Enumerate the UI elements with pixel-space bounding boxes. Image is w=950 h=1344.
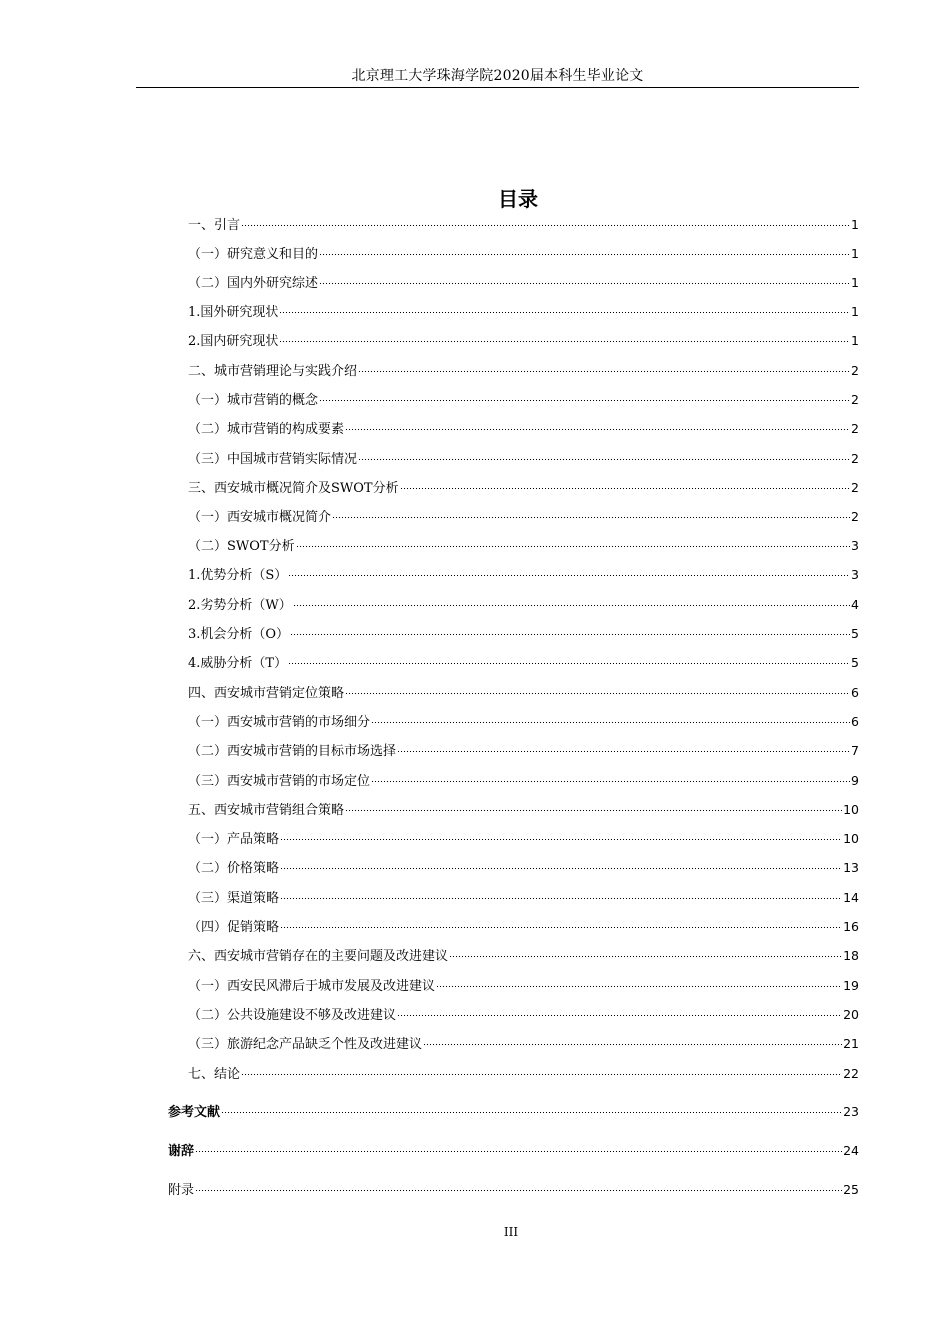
toc-entry-page: 2 bbox=[851, 392, 859, 407]
toc-entry[interactable] bbox=[188, 888, 859, 908]
toc-entry[interactable] bbox=[188, 1064, 859, 1084]
toc-dot-leader bbox=[319, 283, 850, 284]
toc-entry-page: 16 bbox=[843, 919, 859, 934]
toc-dot-leader bbox=[345, 810, 842, 811]
toc-entry[interactable] bbox=[188, 1005, 859, 1025]
toc-dot-leader bbox=[279, 312, 850, 313]
toc-dot-leader bbox=[279, 341, 850, 342]
toc-dot-leader bbox=[241, 1074, 842, 1075]
toc-entry[interactable] bbox=[188, 829, 859, 849]
toc-dot-leader bbox=[280, 898, 842, 899]
toc-entry-label: 五、西安城市营销组合策略 bbox=[188, 803, 345, 818]
page-number: III bbox=[503, 1225, 519, 1239]
toc-entry-label: 3.机会分析（O） bbox=[188, 627, 290, 642]
toc-entry-page: 5 bbox=[851, 655, 859, 670]
toc-entry-label: （二）西安城市营销的目标市场选择 bbox=[188, 744, 397, 759]
toc-dot-leader bbox=[288, 575, 850, 576]
toc-entry-page: 3 bbox=[851, 567, 859, 582]
toc-entry-label: 一、引言 bbox=[188, 218, 241, 233]
toc-entry[interactable] bbox=[168, 1102, 859, 1122]
toc-entry-label: （一）城市营销的概念 bbox=[188, 393, 319, 408]
toc-entry-label: 七、结论 bbox=[188, 1067, 241, 1082]
toc-dot-leader bbox=[345, 693, 850, 694]
toc-entry[interactable] bbox=[188, 331, 859, 351]
toc-dot-leader bbox=[371, 722, 850, 723]
toc-dot-leader bbox=[423, 1044, 842, 1045]
toc-dot-leader bbox=[449, 956, 842, 957]
toc-entry-page: 1 bbox=[851, 246, 859, 261]
toc-entry-label: （一）西安城市概况简介 bbox=[188, 510, 332, 525]
toc-entry[interactable] bbox=[188, 712, 859, 732]
toc-entry[interactable] bbox=[188, 244, 859, 264]
toc-dot-leader bbox=[221, 1112, 842, 1113]
toc-dot-leader bbox=[436, 986, 842, 987]
toc-entry-label: （四）促销策略 bbox=[188, 920, 280, 935]
toc-entry[interactable] bbox=[188, 478, 859, 498]
toc-entry-label: 1.优势分析（S） bbox=[188, 568, 288, 583]
toc-entry-page: 9 bbox=[851, 773, 859, 788]
toc-dot-leader bbox=[195, 1151, 842, 1152]
toc-entry-label: 二、城市营销理论与实践介绍 bbox=[188, 364, 358, 379]
toc-entry-label: （三）渠道策略 bbox=[188, 891, 280, 906]
toc-dot-leader bbox=[319, 400, 850, 401]
toc-dot-leader bbox=[345, 429, 850, 430]
toc-dot-leader bbox=[241, 225, 850, 226]
toc-dot-leader bbox=[358, 371, 850, 372]
toc-entry-page: 2 bbox=[851, 421, 859, 436]
toc-dot-leader bbox=[293, 605, 850, 606]
toc-entry-label: （一）西安城市营销的市场细分 bbox=[188, 715, 371, 730]
toc-entry-label: 1.国外研究现状 bbox=[188, 305, 279, 320]
toc-entry-page: 25 bbox=[843, 1182, 859, 1197]
toc-entry[interactable] bbox=[188, 653, 859, 673]
toc-entry[interactable] bbox=[188, 741, 859, 761]
toc-entry-page: 13 bbox=[843, 860, 859, 875]
toc-entry[interactable] bbox=[188, 507, 859, 527]
toc-entry[interactable] bbox=[188, 390, 859, 410]
toc-entry-label: （三）西安城市营销的市场定位 bbox=[188, 774, 371, 789]
toc-entry[interactable] bbox=[188, 946, 859, 966]
toc-entry-page: 1 bbox=[851, 304, 859, 319]
toc-entry-page: 5 bbox=[851, 626, 859, 641]
toc-dot-leader bbox=[280, 868, 842, 869]
toc-dot-leader bbox=[397, 751, 850, 752]
toc-entry-label: 四、西安城市营销定位策略 bbox=[188, 686, 345, 701]
toc-entry[interactable] bbox=[188, 800, 859, 820]
toc-entry[interactable] bbox=[188, 683, 859, 703]
toc-entry-page: 18 bbox=[843, 948, 859, 963]
toc-entry-page: 10 bbox=[843, 831, 859, 846]
toc-dot-leader bbox=[400, 488, 850, 489]
toc-entry-label: 2.劣势分析（W） bbox=[188, 598, 292, 613]
toc-title: 目录 bbox=[498, 187, 538, 211]
toc-entry[interactable] bbox=[188, 595, 859, 615]
toc-entry[interactable] bbox=[188, 215, 859, 235]
toc-entry[interactable] bbox=[188, 917, 859, 937]
toc-entry-label: （二）SWOT分析 bbox=[188, 539, 295, 554]
toc-entry-page: 21 bbox=[843, 1036, 859, 1051]
toc-entry[interactable] bbox=[188, 361, 859, 381]
toc-dot-leader bbox=[332, 517, 850, 518]
toc-dot-leader bbox=[371, 781, 850, 782]
toc-entry-label: 三、西安城市概况简介及SWOT分析 bbox=[188, 481, 399, 496]
toc-entry[interactable] bbox=[188, 976, 859, 996]
toc-entry-page: 10 bbox=[843, 802, 859, 817]
toc-entry-label: （一）产品策略 bbox=[188, 832, 280, 847]
toc-dot-leader bbox=[358, 459, 850, 460]
toc-entry[interactable] bbox=[188, 1034, 859, 1054]
toc-entry-label: （二）价格策略 bbox=[188, 861, 280, 876]
toc-entry[interactable] bbox=[188, 624, 859, 644]
toc-entry[interactable] bbox=[188, 536, 859, 556]
toc-entry[interactable] bbox=[168, 1141, 859, 1161]
toc-entry-page: 20 bbox=[843, 1007, 859, 1022]
toc-dot-leader bbox=[290, 634, 850, 635]
toc-entry-label: 六、西安城市营销存在的主要问题及改进建议 bbox=[188, 949, 449, 964]
toc-entry-page: 24 bbox=[843, 1143, 859, 1158]
toc-dot-leader bbox=[280, 839, 842, 840]
toc-entry-page: 6 bbox=[851, 714, 859, 729]
toc-entry-page: 2 bbox=[851, 509, 859, 524]
toc-entry-page: 19 bbox=[843, 978, 859, 993]
toc-entry-page: 2 bbox=[851, 451, 859, 466]
toc-entry[interactable] bbox=[168, 1180, 859, 1200]
toc-entry-page: 23 bbox=[843, 1104, 859, 1119]
toc-entry-label: （二）国内外研究综述 bbox=[188, 276, 319, 291]
toc-dot-leader bbox=[280, 927, 842, 928]
toc-entry-page: 2 bbox=[851, 480, 859, 495]
toc-entry-page: 7 bbox=[851, 743, 859, 758]
toc-entry[interactable] bbox=[188, 771, 859, 791]
toc-dot-leader bbox=[195, 1190, 842, 1191]
toc-entry[interactable] bbox=[188, 449, 859, 469]
toc-entry[interactable] bbox=[188, 858, 859, 878]
toc-dot-leader bbox=[296, 546, 850, 547]
toc-entry-page: 1 bbox=[851, 217, 859, 232]
toc-entry[interactable] bbox=[188, 419, 859, 439]
toc-entry-page: 22 bbox=[843, 1066, 859, 1081]
toc-entry[interactable] bbox=[188, 565, 859, 585]
toc-dot-leader bbox=[288, 663, 850, 664]
toc-entry-label: 谢辞 bbox=[168, 1144, 195, 1159]
toc-entry[interactable] bbox=[188, 302, 859, 322]
toc-entry-label: （三）中国城市营销实际情况 bbox=[188, 452, 358, 467]
toc-entry-page: 6 bbox=[851, 685, 859, 700]
toc-entry-label: （三）旅游纪念产品缺乏个性及改进建议 bbox=[188, 1037, 423, 1052]
header-title: 北京理工大学珠海学院2020届本科生毕业论文 bbox=[351, 68, 644, 84]
toc-dot-leader bbox=[397, 1015, 842, 1016]
toc-entry-label: 2.国内研究现状 bbox=[188, 334, 279, 349]
toc-entry[interactable] bbox=[188, 273, 859, 293]
toc-entry-page: 4 bbox=[851, 597, 859, 612]
toc-entry-label: 参考文献 bbox=[168, 1105, 221, 1120]
toc-entry-label: 附录 bbox=[168, 1183, 195, 1198]
toc-entry-page: 14 bbox=[843, 890, 859, 905]
toc-entry-label: （一）西安民风滞后于城市发展及改进建议 bbox=[188, 979, 436, 994]
toc-entry-page: 2 bbox=[851, 363, 859, 378]
toc-entry-label: （二）城市营销的构成要素 bbox=[188, 422, 345, 437]
toc-entry-page: 3 bbox=[851, 538, 859, 553]
toc-entry-page: 1 bbox=[851, 275, 859, 290]
toc-entry-label: 4.威胁分析（T） bbox=[188, 656, 288, 671]
toc-entry-label: （二）公共设施建设不够及改进建议 bbox=[188, 1008, 397, 1023]
toc-entry-page: 1 bbox=[851, 333, 859, 348]
toc-dot-leader bbox=[319, 254, 850, 255]
toc-entry-label: （一）研究意义和目的 bbox=[188, 247, 319, 262]
